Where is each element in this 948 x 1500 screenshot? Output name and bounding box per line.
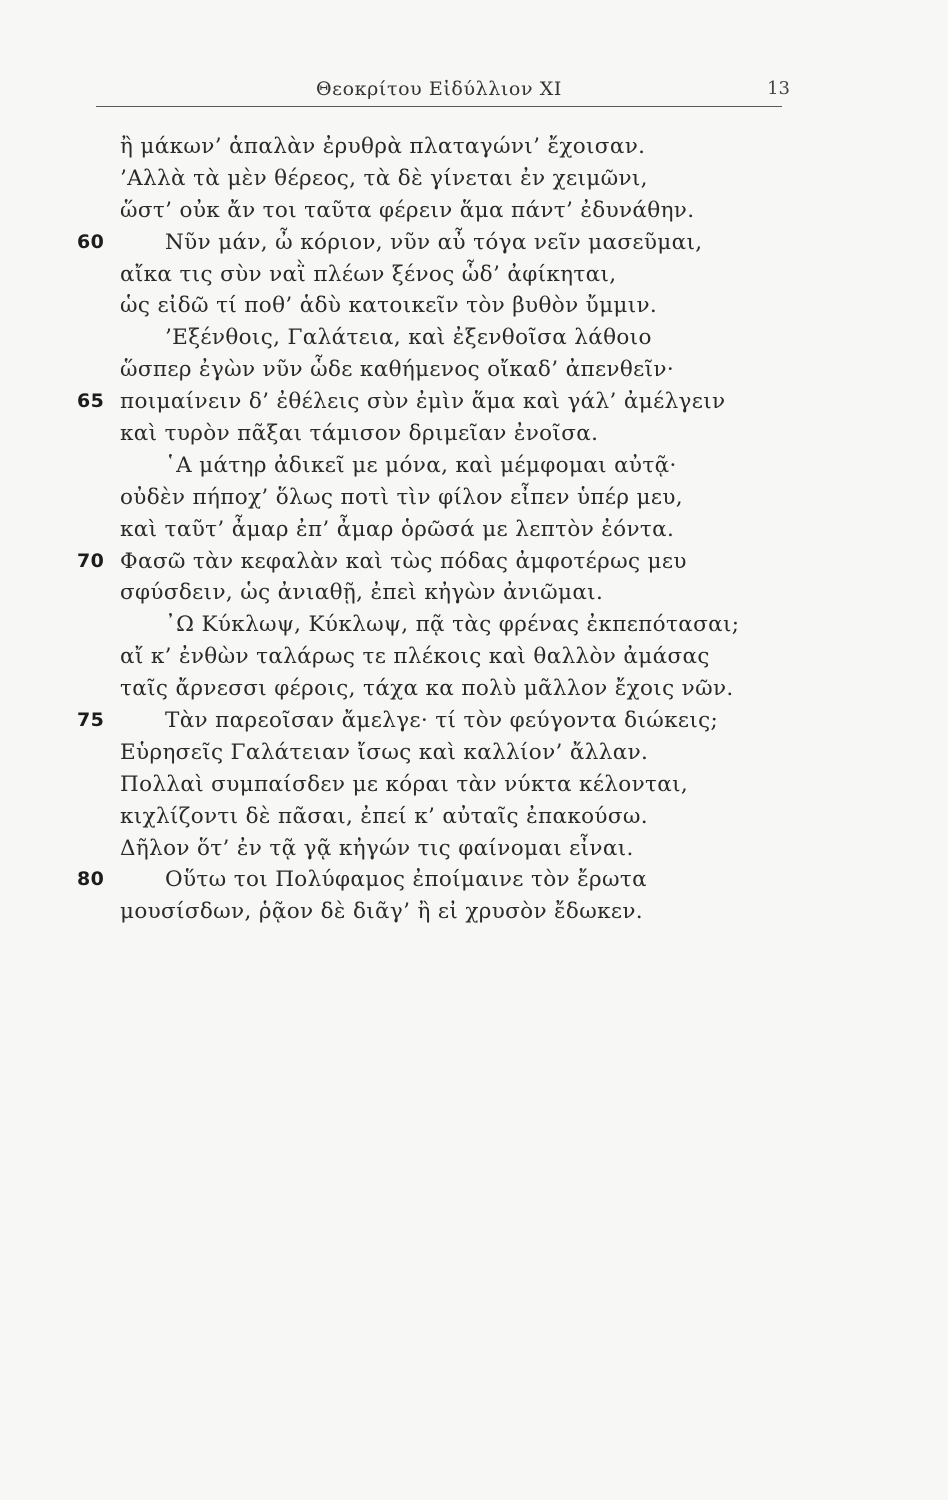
verse-line	[0, 896, 948, 928]
verse-line	[0, 577, 948, 609]
running-header	[96, 76, 790, 107]
verse-line	[0, 354, 948, 386]
verse-text: σφύσδειν, ὡς ἀνιαθῇ, ἐπεὶ κἠγὼν ἀνιῶμαι.	[120, 580, 604, 606]
verse-text: ὡς εἰδῶ τί ποθ’ ἁδὺ κατοικεῖν τὸν βυθὸν ὔμμιν.	[120, 293, 658, 319]
verse-text: Δῆλον ὅτ’ ἐν τᾷ γᾷ κἠγών τις φαίνομαι εἶναι.	[120, 835, 634, 861]
verse-text: κιχλίζοντι δὲ πᾶσαι, ἐπεί κ’ αὐταῖς ἐπακούσω.	[120, 803, 648, 829]
verse-line	[0, 482, 948, 514]
verse-text: αἴκα τις σὺν ναῒ πλέων ξένος ὧδ’ ἀφίκηται,	[120, 261, 617, 287]
poem-text-block	[0, 131, 948, 928]
verse-text: οὐδὲν πήποχ’ ὅλως ποτὶ τὶν φίλον εἶπεν ὑπέρ μευ,	[120, 484, 683, 510]
verse-line	[0, 195, 948, 227]
verse-text: καὶ ταῦτ’ ἆμαρ ἐπ’ ἆμαρ ὁρῶσά με λεπτὸν ἐόντα.	[120, 516, 675, 542]
verse-line	[0, 641, 948, 673]
verse-line	[0, 737, 948, 769]
verse-text: ποιμαίνειν δ’ ἐθέλεις σὺν ἐμὶν ἅμα καὶ γάλ’ ἀμέλγειν	[120, 389, 726, 415]
verse-line	[0, 259, 948, 291]
verse-text: αἴ κ’ ἐνθὼν ταλάρως τε πλέκοις καὶ θαλλὸν ἀμάσας	[120, 644, 710, 670]
verse-text: ’Αλλὰ τὰ μὲν θέρεος, τὰ δὲ γίνεται ἐν χειμῶνι,	[120, 165, 648, 191]
verse-line	[0, 769, 948, 801]
verse-text: ᾿Ω Κύκλωψ, Κύκλωψ, πᾷ τὰς φρένας ἐκπεπότασαι;	[165, 612, 740, 638]
verse-text: Εὑρησεῖς Γαλάτειαν ἴσως καὶ καλλίον’ ἄλλαν.	[120, 739, 649, 765]
verse-text: Φασῶ τὰν κεφαλὰν καὶ τὼς πόδας ἀμφοτέρως μευ	[120, 548, 687, 574]
verse-text: Οὕτω τοι Πολύφαμος ἐποίμαινε τὸν ἔρωτα	[165, 867, 647, 893]
verse-text: ’Εξένθοις, Γαλάτεια, καὶ ἐξενθοῖσα λάθοιο	[165, 325, 652, 351]
verse-text: ὥστ’ οὐκ ἄν τοι ταῦτα φέρειν ἅμα πάντ’ ἐδυνάθην.	[120, 197, 695, 223]
verse-line	[0, 514, 948, 546]
verse-line	[0, 322, 948, 354]
verse-text: ὥσπερ ἐγὼν νῦν ὧδε καθήμενος οἴκαδ’ ἀπενθεῖν·	[120, 357, 675, 383]
verse-text: ταῖς ἄρνεσσι φέροις, τάχα κα πολὺ μᾶλλον ἔχοις νῶν.	[120, 676, 734, 702]
verse-line	[0, 418, 948, 450]
verse-text: Τὰν παρεοῖσαν ἄμελγε· τί τὸν φεύγοντα διώκεις;	[165, 708, 719, 734]
line-number: 75	[77, 709, 105, 732]
verse-text: μουσίσδων, ῥᾷον δὲ διᾶγ’ ἢ εἰ χρυσὸν ἔδωκεν.	[120, 899, 643, 925]
verse-text: ἢ μάκων’ ἁπαλὰν ἐρυθρὰ πλαταγώνι’ ἔχοισαν.	[120, 134, 646, 159]
verse-line	[0, 290, 948, 322]
verse-line	[0, 131, 948, 163]
line-number: 70	[77, 549, 105, 572]
verse-line	[0, 864, 948, 896]
verse-line	[0, 833, 948, 865]
line-number: 65	[77, 390, 105, 413]
verse-line	[0, 227, 948, 259]
verse-line	[0, 801, 948, 833]
verse-line	[0, 163, 948, 195]
verse-line	[0, 673, 948, 705]
verse-line	[0, 609, 948, 641]
verse-text: Νῦν μάν, ὦ κόριον, νῦν αὖ τόγα νεῖν μασεῦμαι,	[165, 229, 703, 255]
page-number: 13	[767, 78, 790, 99]
running-title: Θεοκρίτου Εἰδύλλιον XI	[316, 78, 562, 100]
verse-line	[0, 386, 948, 418]
verse-line	[0, 450, 948, 482]
verse-text: ῾Α μάτηρ ἀδικεῖ με μόνα, καὶ μέμφομαι αὐτᾷ·	[165, 452, 677, 478]
line-number: 60	[77, 230, 105, 253]
verse-text: καὶ τυρὸν πᾶξαι τάμισον δριμεῖαν ἐνοῖσα.	[120, 421, 599, 447]
verse-line	[0, 546, 948, 578]
verse-line	[0, 705, 948, 737]
verse-text: Πολλαὶ συμπαίσδεν με κόραι τὰν νύκτα κέλονται,	[120, 771, 689, 797]
line-number: 80	[77, 868, 105, 891]
